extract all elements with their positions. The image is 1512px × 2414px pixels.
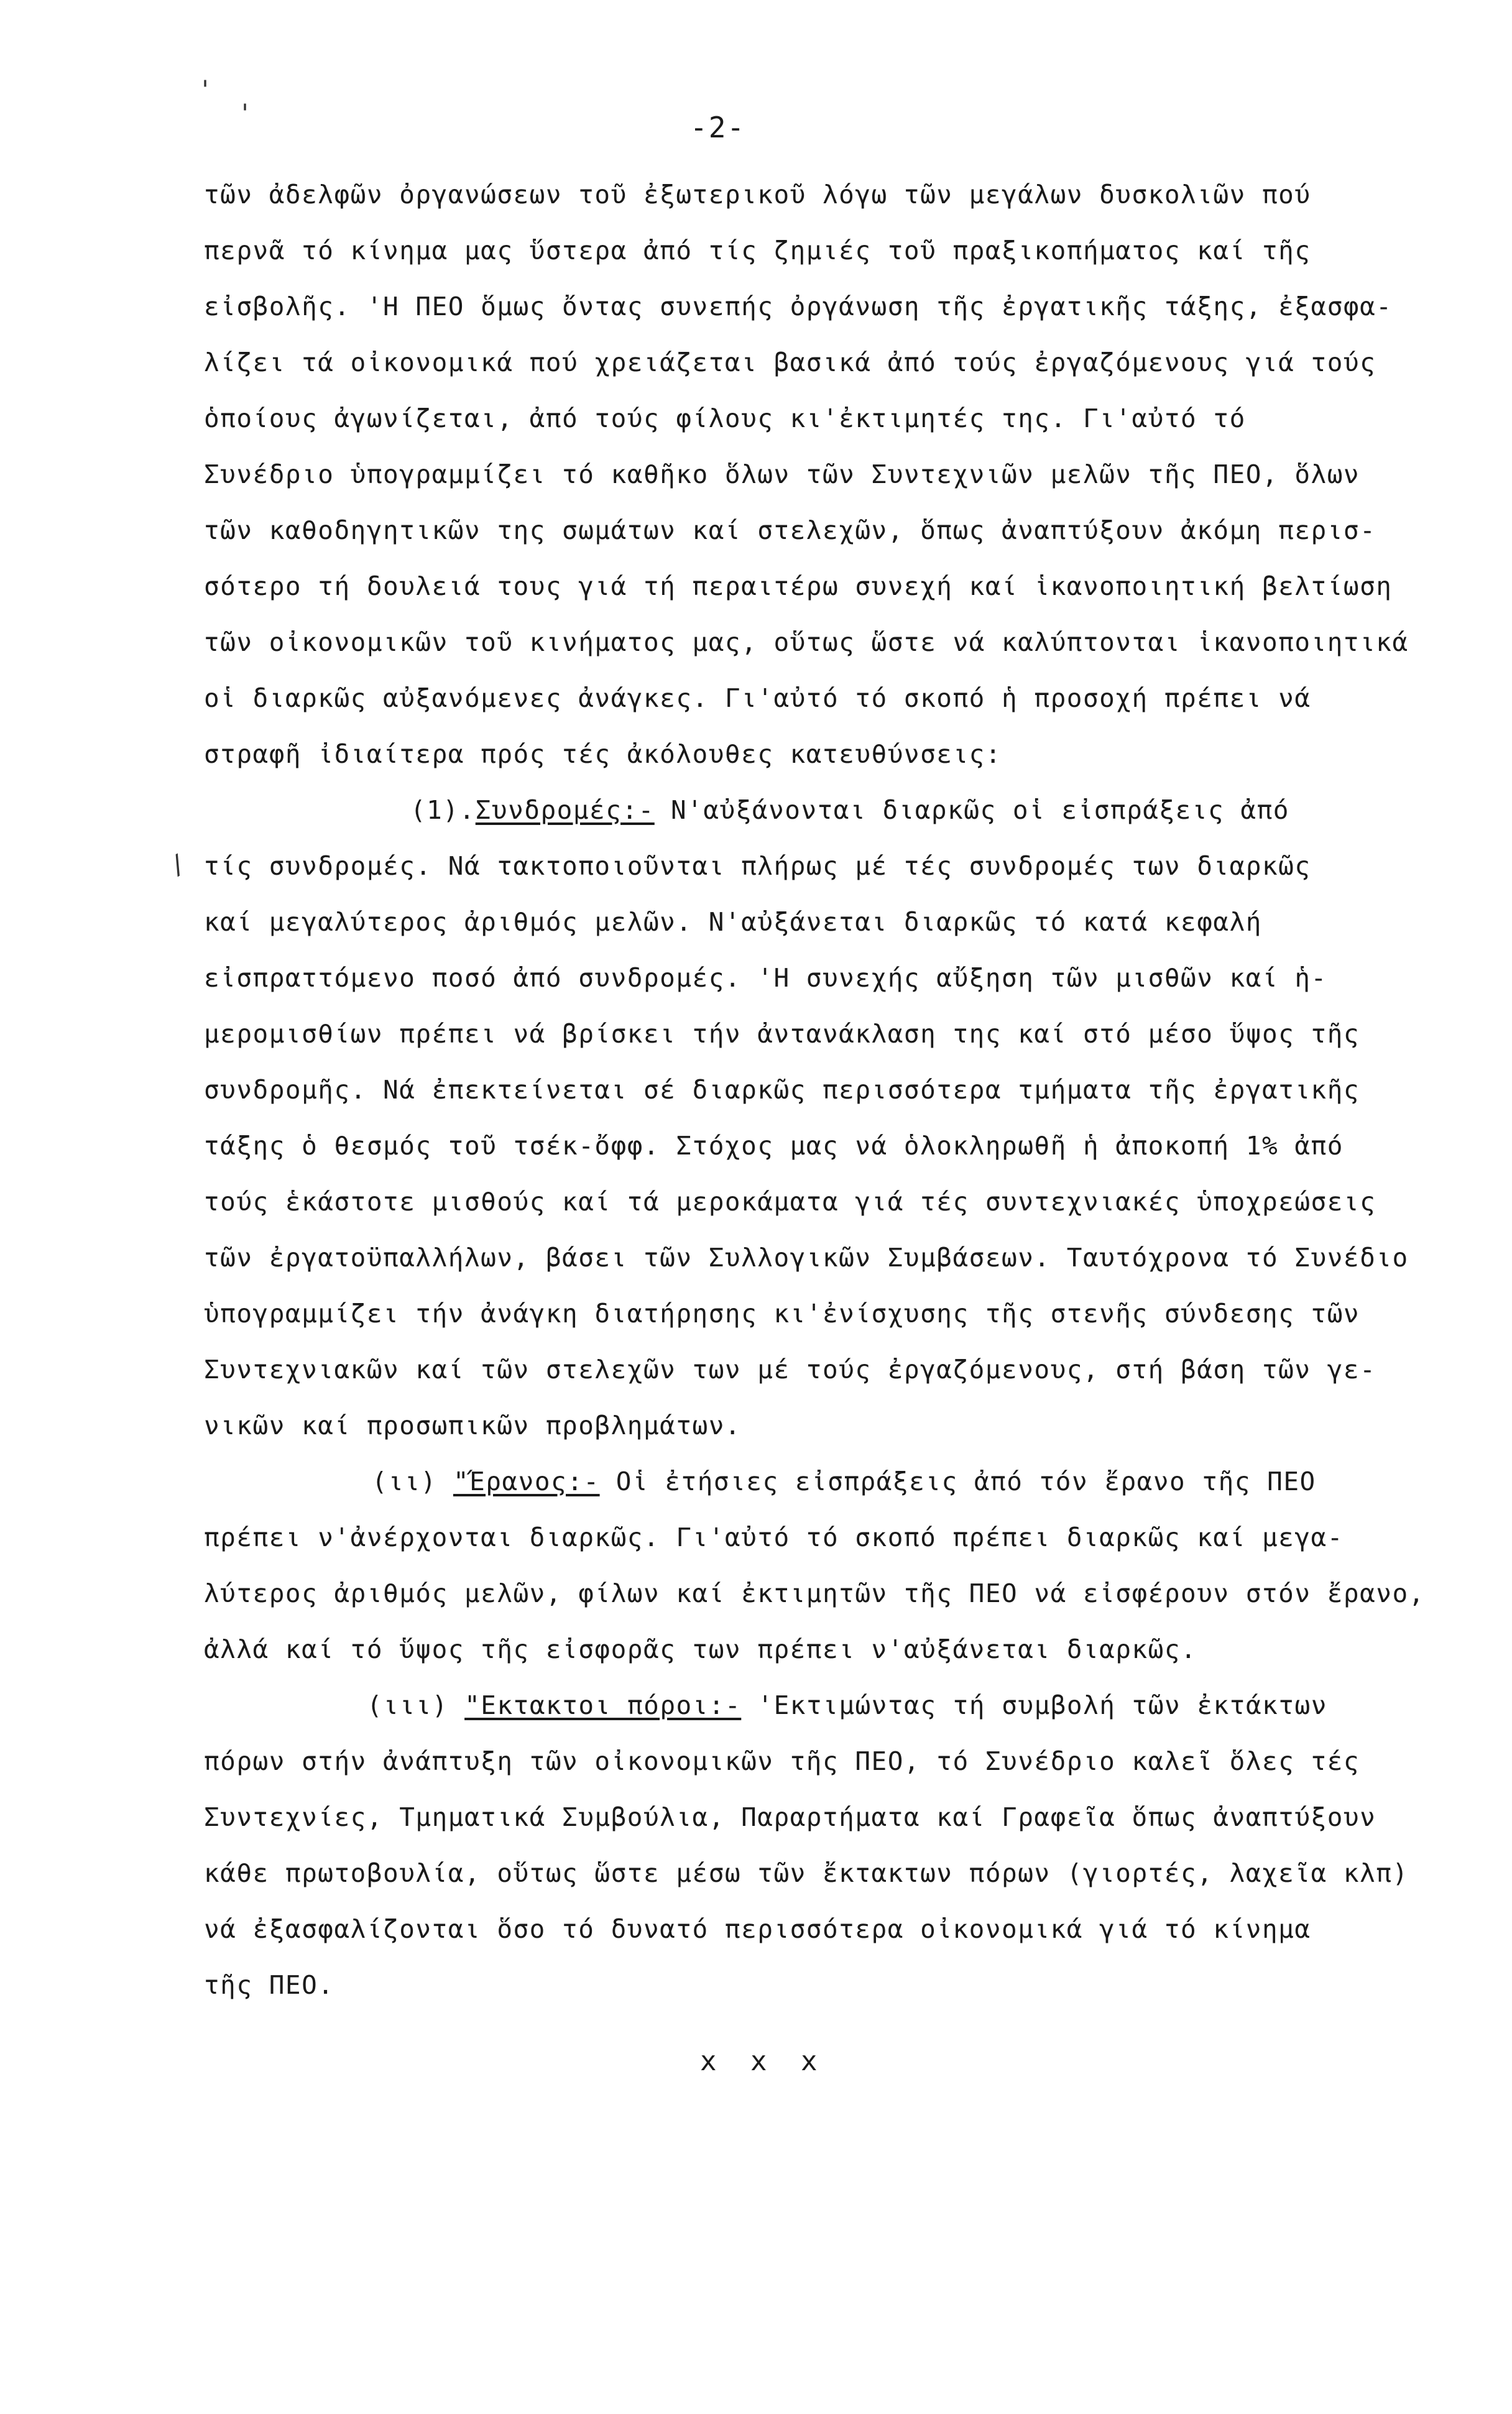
text-line: τῶν ἐργατοϋπαλλήλων, βάσει τῶν Συλλογικῶν Συμβάσεων. Ταυτόχρονα τό Συνέδιο	[204, 1243, 1409, 1273]
section-heading-line	[204, 1453, 1360, 1509]
text-line: περνᾶ τό κίνημα μας ὕστερα ἀπό τίς ζημιές τοῦ πραξικοπήματος καί τῆς	[204, 236, 1311, 265]
section-heading-line	[204, 782, 1360, 838]
text-line: τῶν καθοδηγητικῶν της σωμάτων καί στελεχῶν, ὅπως ἀναπτύξουν ἀκόμη περισ-	[204, 515, 1376, 545]
section-number: (ιι)	[372, 1467, 437, 1496]
text-line: τίς συνδρομές. Νά τακτοποιοῦνται πλήρως μέ τές συνδρομές των διαρκῶς	[204, 851, 1311, 881]
text-line: Συντεχνιακῶν καί τῶν στελεχῶν των μέ τούς ἐργαζόμενους, στή βάση τῶν γε-	[204, 1355, 1376, 1384]
text-line: πρέπει ν'ἀνέρχονται διαρκῶς. Γι'αὐτό τό σκοπό πρέπει διαρκῶς καί μεγα-	[204, 1523, 1344, 1552]
text-line: συνδρομῆς. Νά ἐπεκτείνεται σέ διαρκῶς περισσότερα τμήματα τῆς ἐργατικῆς	[204, 1075, 1360, 1105]
text-line: Συνέδριο ὑπογραμμίζει τό καθῆκο ὅλων τῶν Συντεχνιῶν μελῶν τῆς ΠΕΟ, ὅλων	[204, 459, 1360, 489]
text-line: ἀλλά καί τό ὕψος τῆς εἰσφορᾶς των πρέπει ν'αὐξάνεται διαρκῶς.	[204, 1634, 1197, 1664]
section-number: (1).	[410, 795, 476, 825]
page-number: -2-	[690, 111, 746, 144]
section-text: Ν'αὐξάνονται διαρκῶς οἱ εἰσπράξεις ἀπό	[654, 795, 1289, 825]
section-heading-line	[204, 1677, 1360, 1733]
section-title: Συνδρομές:-	[475, 795, 655, 825]
margin-mark: '	[198, 76, 213, 104]
text-line: τούς ἑκάστοτε μισθούς καί τά μεροκάματα γιά τές συντεχνιακές ὑποχρεώσεις	[204, 1187, 1376, 1217]
text-line: οἱ διαρκῶς αὐξανόμενες ἀνάγκες. Γι'αὐτό τό σκοπό ἡ προσοχή πρέπει νά	[204, 683, 1311, 713]
text-line: μερομισθίων πρέπει νά βρίσκει τήν ἀντανάκλαση της καί στό μέσο ὕψος τῆς	[204, 1019, 1360, 1049]
text-line: τῶν ἀδελφῶν ὀργανώσεων τοῦ ἐξωτερικοῦ λόγω τῶν μεγάλων δυσκολιῶν πού	[204, 180, 1311, 210]
text-line: νικῶν καί προσωπικῶν προβλημάτων.	[204, 1411, 742, 1440]
text-line: λίζει τά οἰκονομικά πού χρειάζεται βασικά ἀπό τούς ἐργαζόμενους γιά τούς	[204, 348, 1376, 377]
text-line: σότερο τή δουλειά τους γιά τή περαιτέρω συνεχή καί ἱκανοποιητική βελτίωση	[204, 571, 1393, 601]
margin-mark: /	[164, 849, 191, 881]
text-line: τῶν οἰκονομικῶν τοῦ κινήματος μας, οὕτως ὥστε νά καλύπτονται ἱκανοποιητικά	[204, 627, 1409, 657]
section-title: "Έρανος:-	[453, 1467, 600, 1496]
closing-mark: x x x	[700, 2045, 826, 2077]
section-text: Οἱ ἐτήσιες εἰσπράξεις ἀπό τόν ἔρανο τῆς ΠΕΟ	[599, 1467, 1316, 1496]
text-line: νά ἐξασφαλίζονται ὅσο τό δυνατό περισσότερα οἰκονομικά γιά τό κίνημα	[204, 1914, 1311, 1944]
text-line: τάξης ὁ θεσμός τοῦ τσέκ-ὄφφ. Στόχος μας νά ὁλοκληρωθῆ ἡ ἀποκοπή 1% ἀπό	[204, 1131, 1344, 1161]
text-line: πόρων στήν ἀνάπτυξη τῶν οἰκονομικῶν τῆς ΠΕΟ, τό Συνέδριο καλεῖ ὅλες τές	[204, 1746, 1360, 1776]
section-text: 'Εκτιμώντας τή συμβολή τῶν ἐκτάκτων	[741, 1690, 1327, 1720]
text-line: τῆς ΠΕΟ.	[204, 1970, 334, 2000]
text-line: Συντεχνίες, Τμηματικά Συμβούλια, Παραρτήματα καί Γραφεῖα ὅπως ἀναπτύξουν	[204, 1802, 1376, 1832]
margin-mark: '	[237, 99, 253, 128]
text-line: λύτερος ἀριθμός μελῶν, φίλων καί ἐκτιμητῶν τῆς ΠΕΟ νά εἰσφέρουν στόν ἔρανο,	[204, 1578, 1425, 1608]
section-title: "Εκτακτοι πόροι:-	[464, 1690, 742, 1720]
text-line: ὁποίους ἀγωνίζεται, ἀπό τούς φίλους κι'ἐκτιμητές της. Γι'αὐτό τό	[204, 403, 1246, 433]
section-number: (ιιι)	[367, 1690, 448, 1720]
text-line: ὑπογραμμίζει τήν ἀνάγκη διατήρησης κι'ἐνίσχυσης τῆς στενῆς σύνδεσης τῶν	[204, 1299, 1360, 1329]
body-text	[204, 167, 1425, 2013]
text-line: κάθε πρωτοβουλία, οὕτως ὥστε μέσω τῶν ἔκτακτων πόρων (γιορτές, λαχεῖα κλπ)	[204, 1858, 1409, 1888]
text-line: στραφῆ ἰδιαίτερα πρός τές ἀκόλουθες κατευθύνσεις:	[204, 739, 1002, 769]
text-line: εἰσπραττόμενο ποσό ἀπό συνδρομές. 'Η συνεχής αὔξηση τῶν μισθῶν καί ἡ-	[204, 963, 1327, 993]
text-line: καί μεγαλύτερος ἀριθμός μελῶν. Ν'αὐξάνεται διαρκῶς τό κατά κεφαλή	[204, 907, 1262, 937]
text-line: εἰσβολῆς. 'Η ΠΕΟ ὅμως ὄντας συνεπής ὀργάνωση τῆς ἐργατικῆς τάξης, ἐξασφα-	[204, 292, 1393, 321]
